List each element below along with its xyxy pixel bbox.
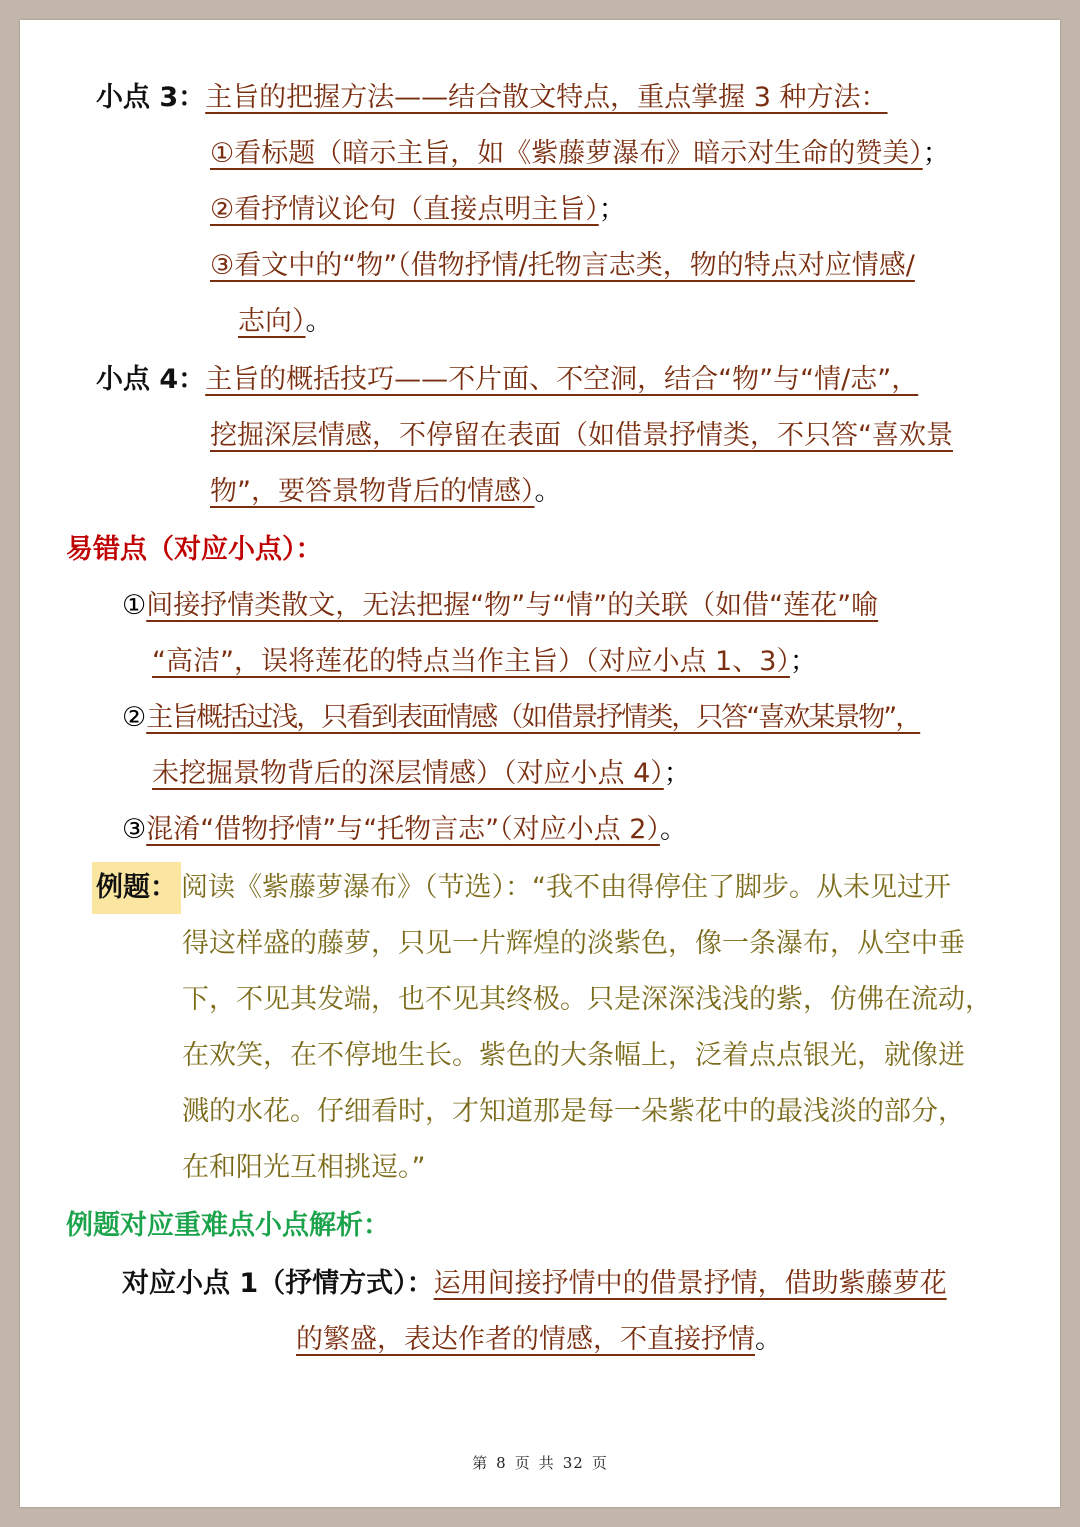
point4-text-cont2: 物”，要答景物背后的情感） xyxy=(210,476,535,507)
analysis-line1 xyxy=(122,1264,947,1304)
document-page xyxy=(20,20,1060,1507)
error-text: 间接抒情类散文，无法把握“物”与“情”的关联（如借“莲花”喻 xyxy=(146,590,879,621)
point4-line2 xyxy=(210,416,953,456)
error-item-3 xyxy=(122,810,687,850)
example-line1 xyxy=(92,868,951,914)
point3-method1: ①看标题（暗示主旨，如《紫藤萝瀑布》暗示对生命的赞美） xyxy=(210,138,923,169)
error-item-2-cont xyxy=(152,754,691,794)
error-text: “高洁”，误将莲花的特点当作主旨）（对应小点 1、3） xyxy=(152,646,790,677)
punctuation: 。 xyxy=(534,476,562,507)
punctuation: ； xyxy=(598,194,626,225)
example-line6 xyxy=(182,1148,426,1188)
page-footer xyxy=(20,1452,1060,1473)
point3-line3 xyxy=(210,190,626,230)
punctuation: 。 xyxy=(305,306,333,337)
point4-label: 小点 4： xyxy=(96,364,206,395)
example-line5 xyxy=(182,1092,965,1132)
point4-text-cont: 挖掘深层情感，不停留在表面（如借景抒情类，不只答“喜欢景 xyxy=(210,420,953,451)
error-item-1 xyxy=(122,586,878,626)
error-text: 主旨概括过浅，只看到表面情感（如借景抒情类，只答“喜欢某景物”， xyxy=(146,702,921,733)
point3-line1 xyxy=(96,78,888,118)
point3-method3: ③看文中的“物”（借物抒情/托物言志类，物的特点对应情感/ xyxy=(210,250,915,281)
footer-page-word: 页 xyxy=(514,1454,531,1472)
example-text: 在和阳光互相挑逗。” xyxy=(182,1152,426,1183)
analysis-line2 xyxy=(296,1320,782,1360)
example-text: 下，不见其发端，也不见其终极。只是深深浅浅的紫，仿佛在流动， xyxy=(182,984,992,1015)
analysis-heading xyxy=(66,1206,390,1246)
punctuation: 。 xyxy=(659,814,687,845)
footer-suffix: 页 xyxy=(591,1454,608,1472)
analysis-heading-text: 例题对应重难点小点解析： xyxy=(66,1210,390,1241)
point3-line2 xyxy=(210,134,950,174)
current-page-number: 8 xyxy=(496,1454,507,1472)
point3-label: 小点 3： xyxy=(96,82,206,113)
punctuation: ； xyxy=(663,758,691,789)
point3-text: 主旨的把握方法——结合散文特点，重点掌握 3 种方法： xyxy=(205,82,888,113)
example-text: 在欢笑，在不停地生长。紫色的大条幅上，泛着点点银光，就像迸 xyxy=(182,1040,965,1071)
errors-heading xyxy=(66,530,323,570)
analysis-text-cont: 的繁盛，表达作者的情感，不直接抒情 xyxy=(296,1324,755,1355)
item-marker: ③ xyxy=(122,814,147,845)
analysis-text: 运用间接抒情中的借景抒情，借助紫藤萝花 xyxy=(433,1268,947,1299)
punctuation: 。 xyxy=(755,1324,782,1355)
example-text: 得这样盛的藤萝，只见一片辉煌的淡紫色，像一条瀑布，从空中垂 xyxy=(182,928,965,959)
item-marker: ② xyxy=(122,702,147,733)
footer-total-word: 共 xyxy=(538,1454,555,1472)
analysis-label: 对应小点 1（抒情方式）： xyxy=(122,1268,434,1299)
item-marker: ① xyxy=(122,590,147,621)
point4-line3 xyxy=(210,472,562,512)
example-text: 阅读《紫藤萝瀑布》（节选）：“我不由得停住了脚步。从未见过开 xyxy=(181,872,951,903)
point3-method3-cont: 志向） xyxy=(238,306,306,337)
point3-line4 xyxy=(210,246,915,286)
punctuation: ； xyxy=(922,138,950,169)
point3-method2: ②看抒情议论句（直接点明主旨） xyxy=(210,194,599,225)
total-pages: 32 xyxy=(562,1454,584,1472)
error-text: 混淆“借物抒情”与“托物言志”（对应小点 2） xyxy=(146,814,660,845)
error-item-2 xyxy=(122,698,920,738)
point4-text: 主旨的概括技巧——不片面、不空洞，结合“物”与“情/志”， xyxy=(205,364,919,395)
error-item-1-cont xyxy=(152,642,817,682)
errors-heading-text: 易错点（对应小点）： xyxy=(66,534,323,565)
point4-line1 xyxy=(96,360,918,400)
example-line2 xyxy=(182,924,965,964)
example-text: 溅的水花。仔细看时，才知道那是每一朵紫花中的最浅淡的部分， xyxy=(182,1096,965,1127)
example-label: 例题： xyxy=(92,862,181,914)
footer-prefix: 第 xyxy=(472,1454,489,1472)
example-line4 xyxy=(182,1036,965,1076)
point3-line5 xyxy=(238,302,333,342)
error-text: 未挖掘景物背后的深层情感）（对应小点 4） xyxy=(152,758,664,789)
punctuation: ； xyxy=(789,646,817,677)
example-line3 xyxy=(182,980,992,1020)
